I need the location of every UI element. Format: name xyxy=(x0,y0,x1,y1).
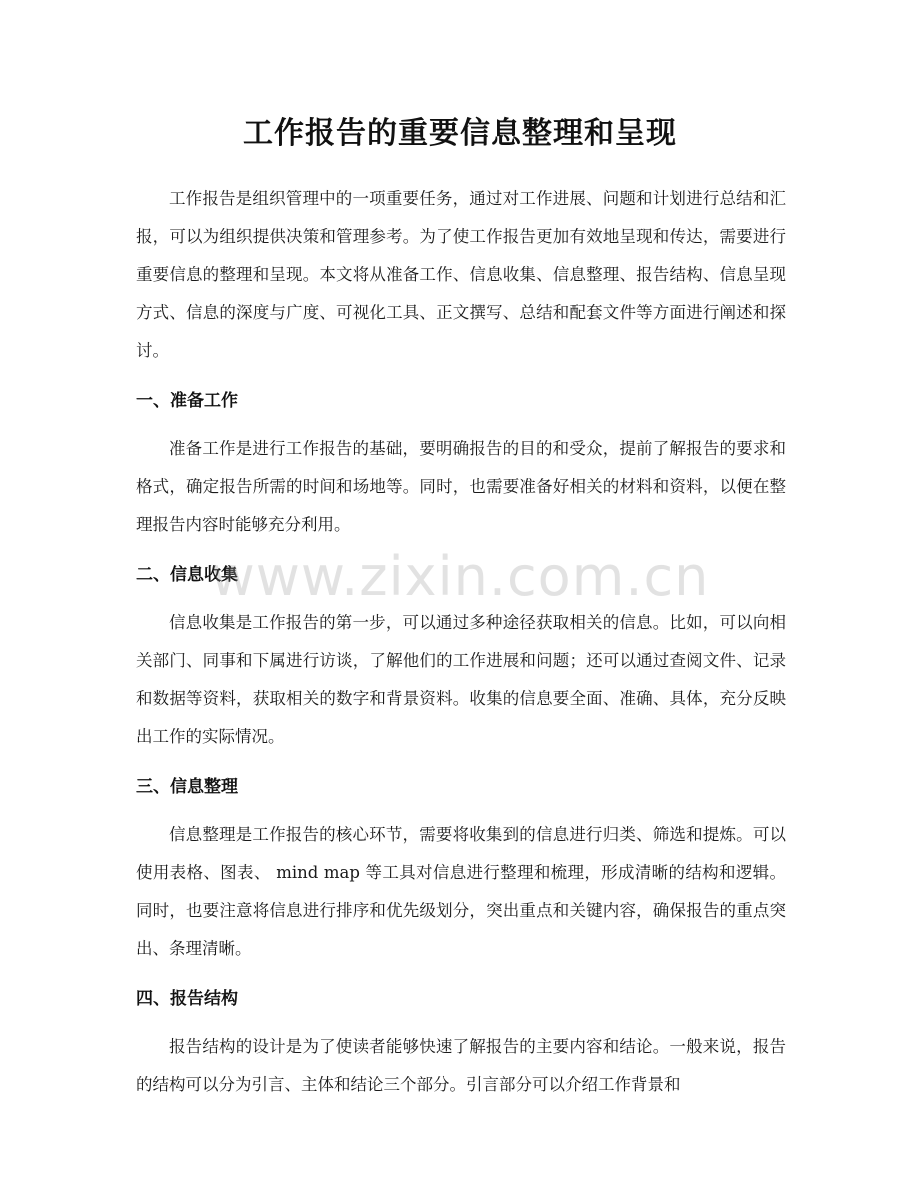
section-paragraph: 准备工作是进行工作报告的基础，要明确报告的目的和受众，提前了解报告的要求和格式，确定报告所需的时间和场地等。同时，也需要准备好相关的材料和资料，以便在整理报告内容时能够充分利用。 xyxy=(136,439,786,534)
intro-paragraph: 工作报告是组织管理中的一项重要任务，通过对工作进展、问题和计划进行总结和汇报，可以为组织提供决策和管理参考。为了使工作报告更加有效地呈现和传达，需要进行重要信息的整理和呈现。本文将从准备工作、信息收集、信息整理、报告结构、信息呈现方式、信息的深度与广度、可视化工具、正文撰写、总结和配套文件等方面进行阐述和探讨。 xyxy=(136,189,786,360)
section-heading: 二、信息收集 xyxy=(136,565,238,585)
watermark: www.zixin.com.cn xyxy=(210,545,710,608)
section-4 xyxy=(136,984,786,1104)
document-body xyxy=(136,180,786,1104)
document-title: 工作报告的重要信息整理和呈现 xyxy=(243,116,677,151)
section-paragraph: 信息收集是工作报告的第一步，可以通过多种途径获取相关的信息。比如，可以向相关部门、同事和下属进行访谈，了解他们的工作进展和问题；还可以通过查阅文件、记录和数据等资料，获取相关的数字和背景资料。收集的信息要全面、准确、具体，充分反映出工作的实际情况。 xyxy=(136,613,786,746)
section-1 xyxy=(136,386,786,544)
section-paragraph: 报告结构的设计是为了使读者能够快速了解报告的主要内容和结论。一般来说，报告的结构可以分为引言、主体和结论三个部分。引言部分可以介绍工作背景和 xyxy=(136,1037,786,1094)
section-2 xyxy=(136,560,786,756)
section-heading: 四、报告结构 xyxy=(136,989,238,1009)
section-3 xyxy=(136,772,786,968)
section-heading: 三、信息整理 xyxy=(136,777,238,797)
section-paragraph: 信息整理是工作报告的核心环节，需要将收集到的信息进行归类、筛选和提炼。可以使用表格、图表、 mind map 等工具对信息进行整理和梳理，形成清晰的结构和逻辑。同时，也要注意将信息进行排序和优先级划分，突出重点和关键内容，确保报告的重点突出、条理清晰。 xyxy=(136,825,786,958)
section-heading: 一、准备工作 xyxy=(136,391,238,411)
